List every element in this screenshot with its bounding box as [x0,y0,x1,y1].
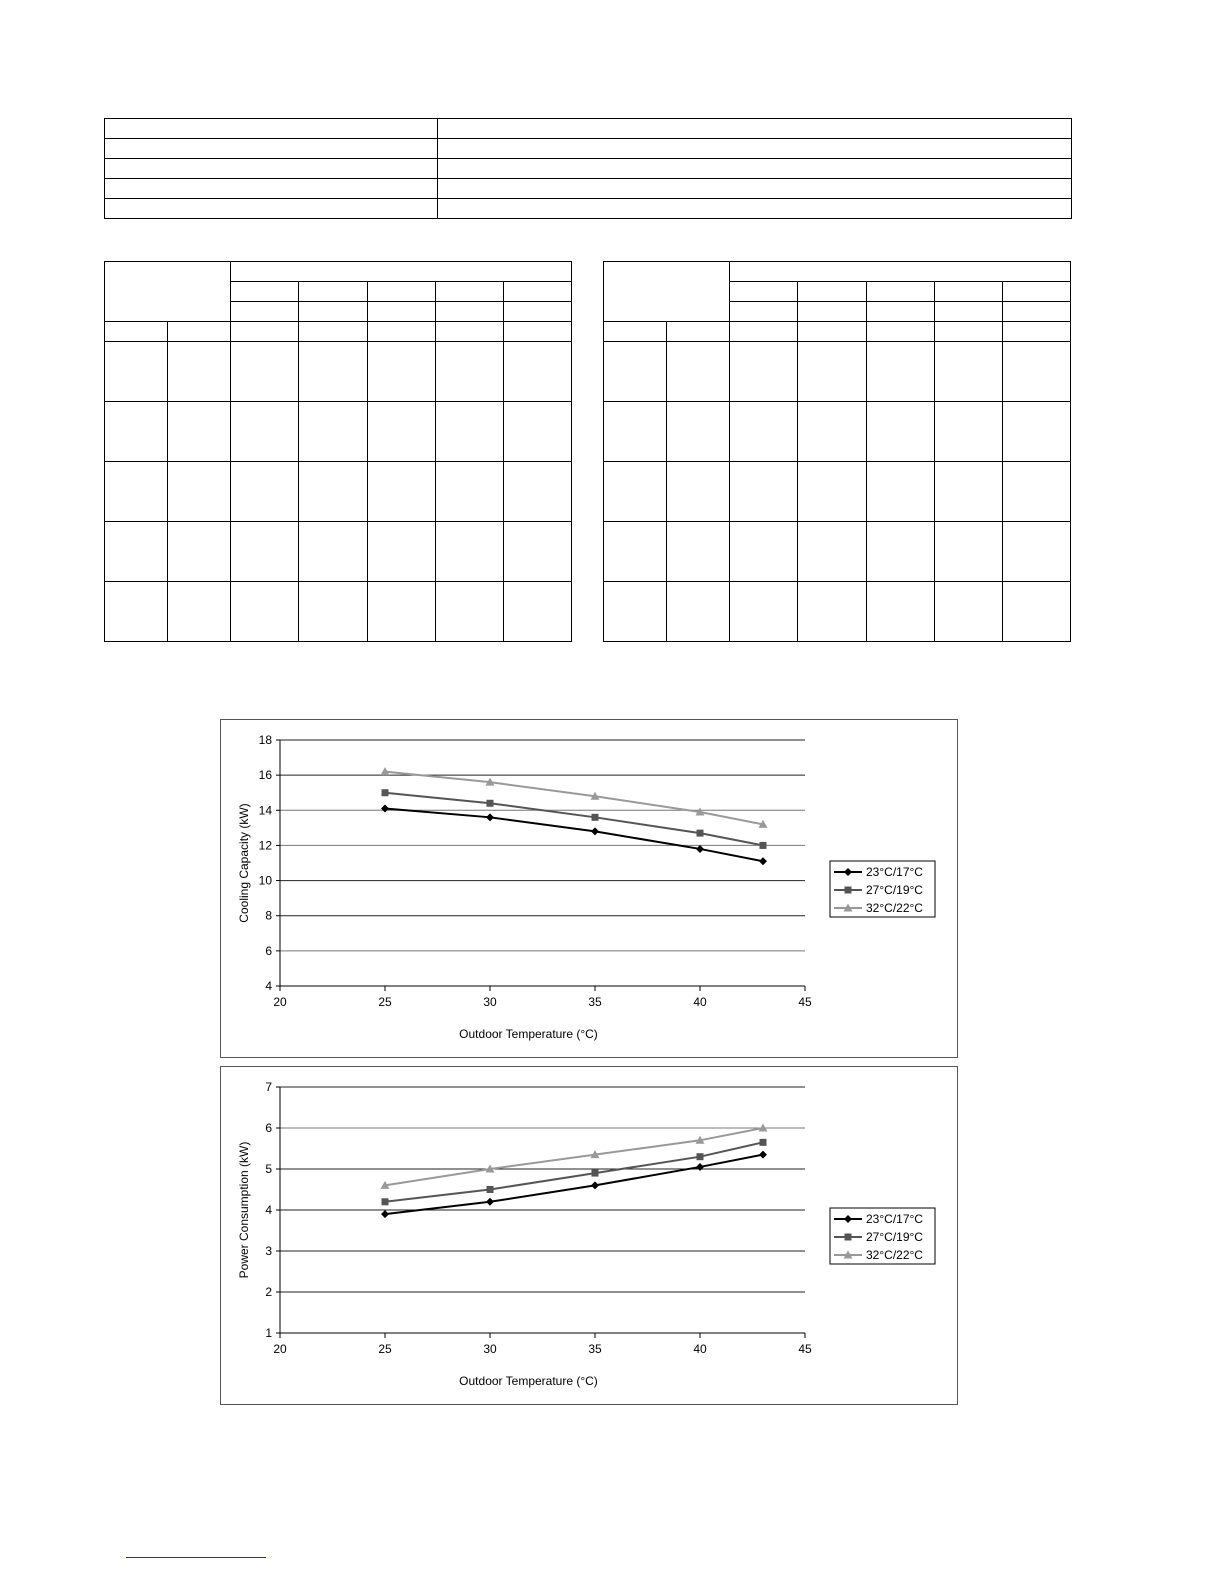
table-cell [231,262,572,282]
series-line [385,1155,763,1214]
table-cell [503,322,571,342]
series-2 [382,1139,767,1205]
y-tick-label: 14 [258,803,272,818]
performance-table-right [603,261,1071,642]
table-cell [438,199,1072,219]
x-tick-label: 45 [798,995,812,1009]
data-point [591,827,599,835]
table-cell [105,199,438,219]
table-cell [438,159,1072,179]
table-row [105,582,572,642]
data-point [697,1153,704,1160]
table-cell [730,302,798,322]
y-tick-label: 12 [258,838,272,853]
data-point [381,1210,389,1218]
table-cell [435,302,503,322]
data-point [487,800,494,807]
series-1 [381,1151,767,1218]
data-point [381,805,389,813]
x-tick-label: 40 [693,1342,707,1356]
table-cell [435,282,503,302]
table-cell [299,322,367,342]
table-cell [367,322,435,342]
table-row [105,199,1072,219]
table-row [604,582,1071,642]
table-cell [105,139,438,159]
series-2 [382,789,767,849]
table-cell [604,262,730,322]
table-row [105,402,572,462]
table-cell [435,322,503,342]
data-point [696,1163,704,1171]
table-cell [231,322,299,342]
table-row [105,522,572,582]
legend-label: 23°C/17°C [866,865,923,879]
legend [830,1208,935,1264]
table-cell [934,322,1002,342]
legend-label: 32°C/22°C [866,901,923,915]
table-cell [1002,322,1070,342]
table-cell [299,282,367,302]
y-tick-label: 18 [258,733,272,747]
table-cell [438,179,1072,199]
table-cell [934,302,1002,322]
table-cell [866,282,934,302]
data-point [486,1198,494,1206]
table-cell [438,119,1072,139]
data-point [592,1170,599,1177]
data-point [591,1181,599,1189]
table-cell [866,302,934,322]
data-point [759,857,767,865]
table-cell [798,322,866,342]
x-tick-label: 45 [798,1342,812,1356]
x-axis-label: Outdoor Temperature (°C) [459,1027,598,1041]
legend-label: 32°C/22°C [866,1248,923,1262]
data-point [382,789,389,796]
table-row [105,159,1072,179]
table-cell [367,302,435,322]
x-tick-label: 30 [483,1342,497,1356]
table-cell [798,282,866,302]
data-point [592,814,599,821]
x-tick-label: 25 [378,995,392,1009]
data-point [487,1186,494,1193]
legend-marker [845,887,852,894]
y-tick-label: 3 [265,1244,272,1258]
legend-label: 27°C/19°C [866,1230,923,1244]
table-cell [105,179,438,199]
table-row [604,462,1071,522]
data-point [696,845,704,853]
cooling-capacity-plot [221,720,957,1057]
data-point [759,1151,767,1159]
data-point [760,842,767,849]
x-tick-label: 25 [378,1342,392,1356]
y-tick-label: 4 [265,1203,272,1217]
table-cell [866,322,934,342]
table-row [105,139,1072,159]
table-cell [105,262,231,322]
y-tick-label: 10 [258,873,272,888]
table-cell [1002,302,1070,322]
x-tick-label: 40 [693,995,707,1009]
y-axis-label: Power Consumption (kW) [237,1141,251,1279]
performance-table-left [104,261,572,642]
y-tick-label: 4 [265,979,272,993]
table-cell [105,322,168,342]
table-cell [367,282,435,302]
table-cell [503,302,571,322]
table-cell [105,159,438,179]
table-cell [231,282,299,302]
table-row [105,342,572,402]
spec-table [104,118,1072,219]
x-tick-label: 20 [273,1342,287,1356]
table-cell [730,322,798,342]
legend-label: 23°C/17°C [866,1212,923,1226]
table-cell [503,282,571,302]
legend-marker [845,1234,852,1241]
y-tick-label: 6 [265,1121,272,1135]
table-cell [438,139,1072,159]
y-tick-label: 16 [258,768,272,783]
table-cell [730,262,1071,282]
power-consumption-plot [221,1067,957,1404]
data-point [760,1139,767,1146]
data-point [697,830,704,837]
x-axis-label: Outdoor Temperature (°C) [459,1374,598,1388]
table-cell [934,282,1002,302]
y-tick-label: 6 [265,943,272,958]
y-axis-label: Cooling Capacity (kW) [237,803,251,923]
legend [830,861,935,917]
y-tick-label: 5 [265,1162,272,1176]
y-tick-label: 1 [265,1326,272,1340]
legend-label: 27°C/19°C [866,883,923,897]
table-cell [667,322,730,342]
table-row [105,119,1072,139]
table-cell [1002,282,1070,302]
x-tick-label: 20 [273,995,287,1009]
data-point [382,1198,389,1205]
x-tick-label: 35 [588,1342,602,1356]
footer-rule [126,1557,266,1558]
table-cell [105,119,438,139]
table-cell [798,302,866,322]
table-row [604,342,1071,402]
series-line [385,1142,763,1201]
table-row [604,522,1071,582]
x-tick-label: 35 [588,995,602,1009]
table-row [105,462,572,522]
table-row [604,402,1071,462]
power-consumption-chart [220,1066,958,1405]
y-tick-label: 7 [265,1080,272,1094]
series-line [385,793,763,846]
x-tick-label: 30 [483,995,497,1009]
table-cell [168,322,231,342]
y-tick-label: 2 [265,1285,272,1299]
table-cell [231,302,299,322]
table-cell [604,322,667,342]
table-cell [299,302,367,322]
data-point [486,813,494,821]
series-3 [381,1124,768,1189]
table-row [105,179,1072,199]
table-cell [730,282,798,302]
y-tick-label: 8 [265,908,272,923]
cooling-capacity-chart [220,719,958,1058]
